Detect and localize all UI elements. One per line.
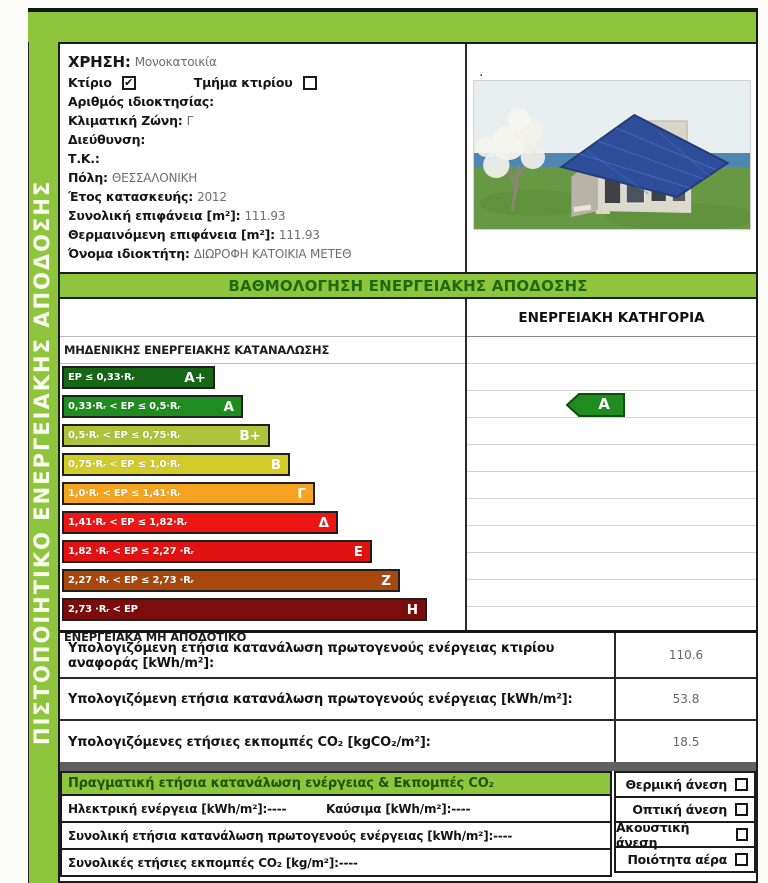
scale-bar-a xyxy=(62,395,243,418)
building-part-checkbox[interactable] xyxy=(303,76,317,90)
scale-letter: H xyxy=(406,601,418,618)
field-label: Τ.Κ.: xyxy=(68,151,100,166)
scale-column xyxy=(60,299,467,644)
scale-letter: Z xyxy=(381,572,391,589)
field-label: Αριθμός ιδιοκτησίας: xyxy=(68,94,214,109)
field-label: Διεύθυνση: xyxy=(68,132,146,147)
scale-letter: Δ xyxy=(318,514,329,531)
scale-bar-b-plus xyxy=(62,424,270,447)
info-row xyxy=(68,149,459,168)
thermal-comfort-checkbox[interactable] xyxy=(735,778,748,791)
category-gridline-row xyxy=(467,472,756,499)
air-quality-checkbox[interactable] xyxy=(735,853,748,866)
info-row xyxy=(68,111,459,130)
rating-section xyxy=(60,299,756,644)
scale-letter: B xyxy=(270,456,281,473)
actual-consumption-section xyxy=(60,771,756,877)
field-label: Πόλη: xyxy=(68,170,108,185)
field-value: 111.93 xyxy=(244,208,286,223)
current-class-letter: A xyxy=(598,395,610,413)
comfort-row-thermal xyxy=(614,771,756,798)
scale-letter: A xyxy=(223,398,234,415)
actual-row: Συνολική ετήσια κατανάλωση πρωτογενούς ενέργειας [kWh/m²]:---- xyxy=(60,823,612,850)
building-label: Κτίριο xyxy=(68,75,112,90)
category-header: ΕΝΕΡΓΕΙΑΚΗ ΚΑΤΗΓΟΡΙΑ xyxy=(467,299,756,337)
use-label: ΧΡΗΣΗ: xyxy=(68,53,131,71)
category-gridline-row xyxy=(467,364,756,391)
category-gridline-row xyxy=(467,526,756,553)
computed-row xyxy=(60,679,756,721)
info-row xyxy=(68,92,459,111)
scale-letter: A+ xyxy=(184,369,206,386)
computed-table xyxy=(60,630,756,762)
top-green-band xyxy=(28,8,758,42)
scale-range: 0,5·Rᵣ < EP ≤ 0,75·Rᵣ xyxy=(68,430,181,441)
scale-row xyxy=(60,366,465,393)
actual-header: Πραγματική ετήσια κατανάλωση ενέργειας & Εκπομπές CO₂ xyxy=(60,771,612,796)
category-gridline-row xyxy=(467,418,756,445)
field-label: Έτος κατασκευής: xyxy=(68,189,194,204)
computed-label: Υπολογιζόμενη ετήσια κατανάλωση πρωτογενούς ενέργειας κτιρίου αναφοράς [kWh/m²]: xyxy=(60,633,616,677)
actual-row: Συνολικές ετήσιες εκπομπές CO₂ [kg/m²]:---- xyxy=(60,850,612,877)
current-class-arrow xyxy=(566,393,626,417)
category-gridline-row xyxy=(467,499,756,526)
comfort-label: Ακουστική άνεση xyxy=(616,819,690,850)
category-gridline-row xyxy=(467,337,756,364)
scale-row xyxy=(60,569,465,596)
info-row xyxy=(68,168,459,187)
comfort-label: Ποιότητα αέρα xyxy=(627,852,727,867)
scale-bar-b xyxy=(62,453,290,476)
field-label: Όνομα ιδιοκτήτη: xyxy=(68,246,190,261)
scale-bar-e xyxy=(62,540,372,563)
computed-row xyxy=(60,721,756,762)
fuel-label: Καύσιμα [kWh/m²]:---- xyxy=(326,801,471,816)
scale-letter: E xyxy=(353,543,363,560)
stray-dot: . xyxy=(479,64,484,80)
side-banner-text: ΠΙΣΤΟΠΟΙΗΤΙΚΟ ΕΝΕΡΓΕΙΑΚΗΣ ΑΠΟΔΟΣΗΣ xyxy=(30,179,54,746)
scale-range: 1,41·Rᵣ < EP ≤ 1,82·Rᵣ xyxy=(68,517,188,528)
electric-energy-label: Ηλεκτρική ενέργεια [kWh/m²]:---- xyxy=(68,801,287,816)
comfort-label: Οπτική άνεση xyxy=(632,802,727,817)
scale-bar-h xyxy=(62,598,427,621)
building-info-section xyxy=(60,42,756,272)
scale-range: 1,82 ·Rᵣ < EP ≤ 2,27 ·Rᵣ xyxy=(68,546,194,557)
use-line xyxy=(68,51,459,73)
acoustic-comfort-checkbox[interactable] xyxy=(736,828,748,841)
info-row xyxy=(68,244,459,263)
building-checkbox[interactable]: ✔ xyxy=(122,76,136,90)
scale-range: 2,73 ·Rᵣ < EP xyxy=(68,604,138,615)
zero-consumption-note: ΜΗΔΕΝΙΚΗΣ ΕΝΕΡΓΕΙΑΚΗΣ ΚΑΤΑΝΑΛΩΣΗΣ xyxy=(60,337,465,364)
house-photo xyxy=(473,80,751,230)
info-row xyxy=(68,225,459,244)
scale-row xyxy=(60,511,465,538)
field-value: Γ xyxy=(186,113,194,128)
computed-label: Υπολογιζόμενες ετήσιες εκπομπές CO₂ [kgCO₂/m²]: xyxy=(60,721,616,762)
building-info-fields xyxy=(60,44,467,272)
certificate-page xyxy=(28,8,758,883)
comfort-column xyxy=(612,771,756,877)
field-value: ΔΙΩΡΟΦΗ ΚΑΤΟΙΚΙΑ ΜΕΤΕΘ xyxy=(193,246,352,261)
scale-blank-row xyxy=(60,299,465,337)
computed-label: Υπολογιζόμενη ετήσια κατανάλωση πρωτογενούς ενέργειας [kWh/m²]: xyxy=(60,679,616,719)
category-gridline-row xyxy=(467,445,756,472)
info-row xyxy=(68,206,459,225)
scale-bar-gamma xyxy=(62,482,315,505)
house-photo-illustration xyxy=(474,81,750,230)
actual-row xyxy=(60,796,612,823)
info-row xyxy=(68,130,459,149)
field-label: Κλιματική Ζώνη: xyxy=(68,113,183,128)
inefficient-note: ΕΝΕΡΓΕΙΑΚΑ ΜΗ ΑΠΟΔΟΤΙΚΟ xyxy=(64,629,247,644)
scale-letter: B+ xyxy=(239,427,261,444)
scale-row xyxy=(60,598,465,625)
section-divider xyxy=(60,762,756,771)
actual-consumption-table xyxy=(60,771,612,877)
scale-row xyxy=(60,482,465,509)
comfort-row-air-quality xyxy=(614,846,756,873)
scale-letter: Γ xyxy=(297,485,306,502)
building-part-label: Τμήμα κτιρίου xyxy=(193,75,293,90)
building-type-line xyxy=(68,73,459,92)
info-row xyxy=(68,187,459,206)
field-label: Θερμαινόμενη επιφάνεια [m²]: xyxy=(68,227,275,242)
rating-title-bar xyxy=(60,272,756,299)
computed-value: 110.6 xyxy=(668,648,704,662)
scale-row xyxy=(60,540,465,567)
scale-bar-delta xyxy=(62,511,338,534)
comfort-label: Θερμική άνεση xyxy=(625,777,727,792)
scale-range: 2,27 ·Rᵣ < EP ≤ 2,73 ·Rᵣ xyxy=(68,575,194,586)
scale-range: 0,75·Rᵣ < EP ≤ 1,0·Rᵣ xyxy=(68,459,181,470)
scale-range: EP ≤ 0,33·Rᵣ xyxy=(68,372,135,383)
photo-cell xyxy=(467,44,756,272)
visual-comfort-checkbox[interactable] xyxy=(735,803,748,816)
category-gridline-row xyxy=(467,553,756,580)
computed-value: 18.5 xyxy=(672,734,700,749)
field-label: Συνολική επιφάνεια [m²]: xyxy=(68,208,241,223)
computed-row xyxy=(60,633,756,679)
field-value: 2012 xyxy=(197,189,227,204)
scale-range: 1,0·Rᵣ < EP ≤ 1,41·Rᵣ xyxy=(68,488,181,499)
use-value: Μονοκατοικία xyxy=(134,55,217,69)
comfort-row-acoustic xyxy=(614,821,756,848)
category-column xyxy=(467,299,756,630)
scale-row xyxy=(60,453,465,480)
scale-row xyxy=(60,424,465,451)
field-value: 111.93 xyxy=(278,227,320,242)
side-banner xyxy=(28,42,58,883)
category-gridline-row xyxy=(467,580,756,607)
certificate-body xyxy=(58,42,758,883)
rating-title: ΒΑΘΜΟΛΟΓΗΣΗ ΕΝΕΡΓΕΙΑΚΗΣ ΑΠΟΔΟΣΗΣ xyxy=(228,276,588,295)
field-value: ΘΕΣΣΑΛΟΝΙΚΗ xyxy=(111,170,198,185)
scale-bar-z xyxy=(62,569,400,592)
scale-row xyxy=(60,395,465,422)
computed-value: 53.8 xyxy=(672,692,700,706)
scale-range: 0,33·Rᵣ < EP ≤ 0,5·Rᵣ xyxy=(68,401,181,412)
scale-bar-a-plus xyxy=(62,366,215,389)
